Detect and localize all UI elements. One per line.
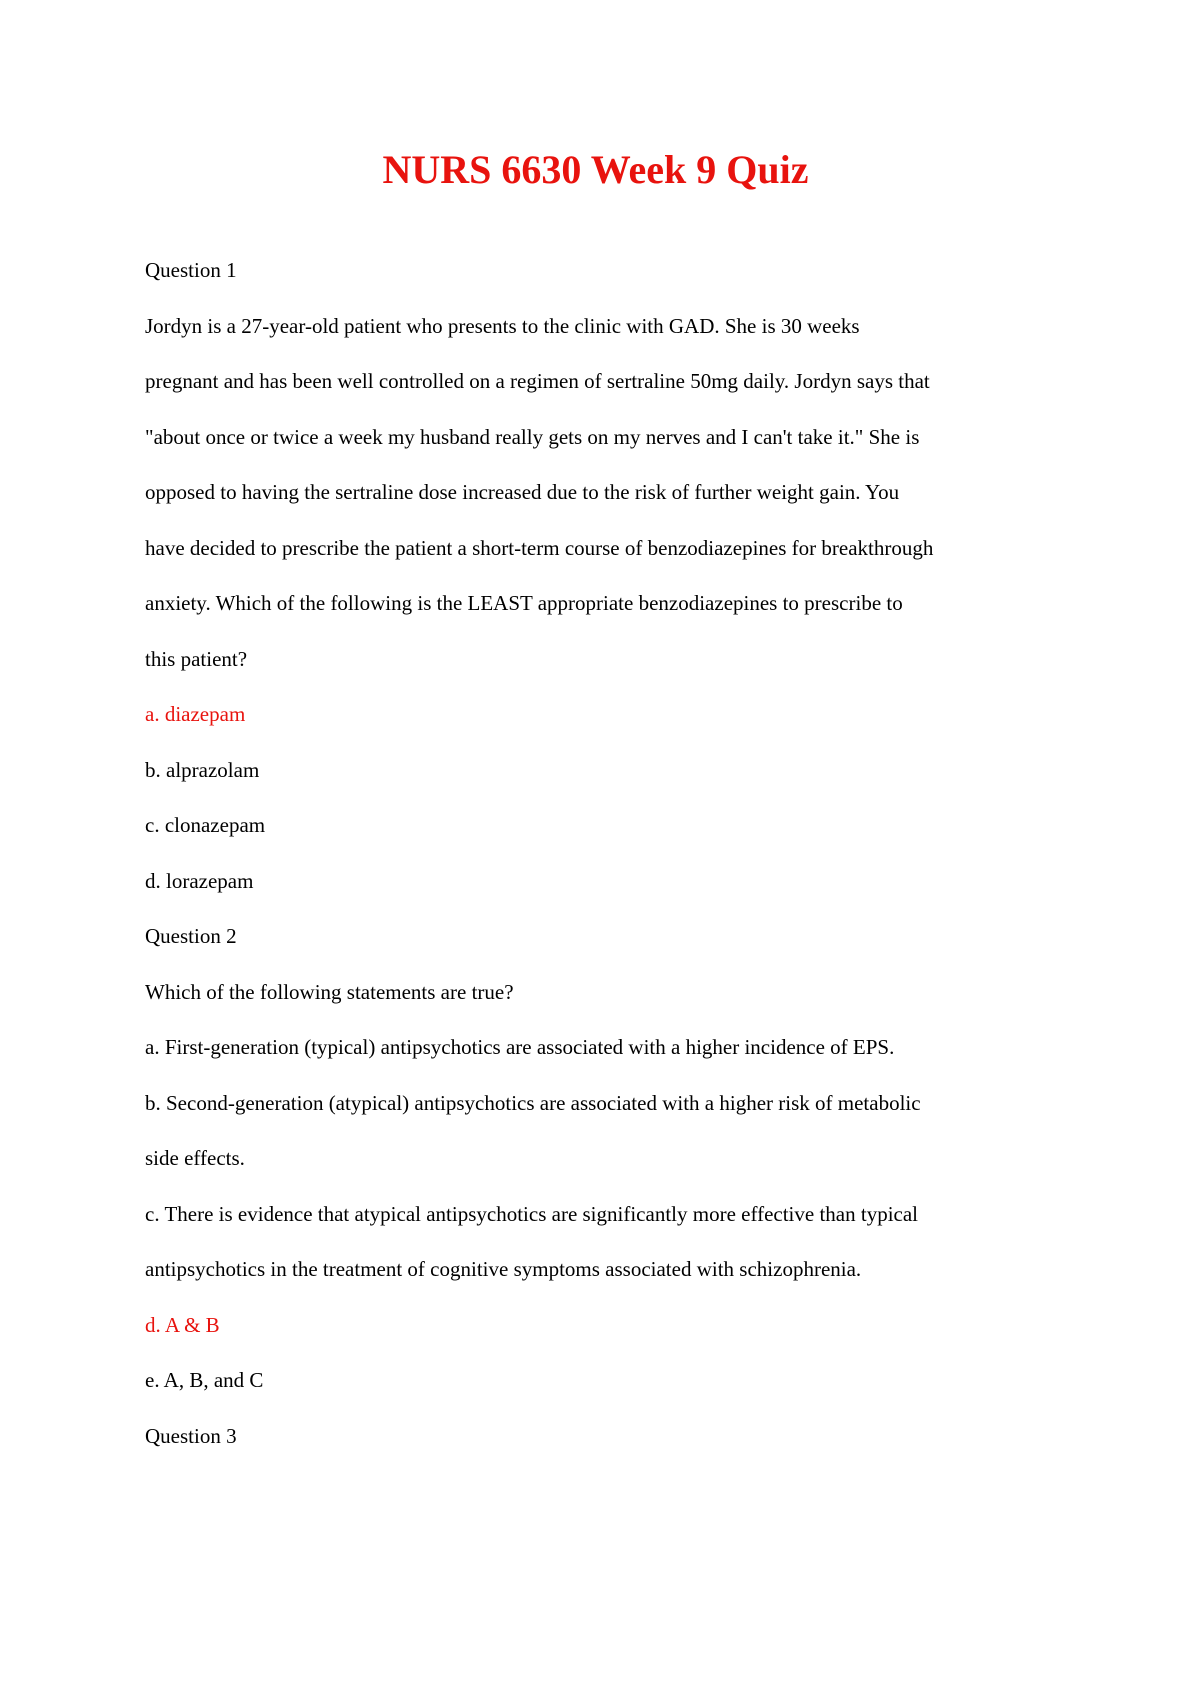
quiz-body xyxy=(145,243,1060,1464)
question-1-text-line: have decided to prescribe the patient a short-term course of benzodiazepines for breakthrough xyxy=(145,535,934,560)
question-2-statement: antipsychotics in the treatment of cognitive symptoms associated with schizophrenia. xyxy=(145,1257,862,1281)
question-1-text-line: anxiety. Which of the following is the LEAST appropriate benzodiazepines to prescribe to xyxy=(145,591,903,615)
question-1-option: d. lorazepam xyxy=(145,868,254,893)
question-1-text-line: "about once or twice a week my husband really gets on my nerves and I can't take it." She is xyxy=(145,424,920,449)
question-2-statement: a. First-generation (typical) antipsychotics are associated with a higher incidence of EPS. xyxy=(145,1035,895,1059)
question-2-heading: Question 2 xyxy=(145,924,237,948)
question-1-heading: Question 1 xyxy=(145,258,237,282)
question-1-text-line: opposed to having the sertraline dose increased due to the risk of further weight gain. You xyxy=(145,480,900,504)
question-2-statement: side effects. xyxy=(145,1146,245,1170)
question-2-option: e. A, B, and C xyxy=(145,1368,264,1392)
question-1-text-line: this patient? xyxy=(145,646,248,671)
question-3-heading: Question 3 xyxy=(145,1423,237,1448)
question-2-text-line: Which of the following statements are true? xyxy=(145,979,514,1004)
question-2-answer-correct: d. A & B xyxy=(145,1312,220,1337)
question-1-option: b. alprazolam xyxy=(145,757,260,782)
question-1-option: c. clonazepam xyxy=(145,813,266,837)
question-2-statement: b. Second-generation (atypical) antipsychotics are associated with a higher risk of metabolic xyxy=(145,1090,921,1115)
question-2-statement: c. There is evidence that atypical antipsychotics are significantly more effective than typical xyxy=(145,1201,919,1226)
question-1-text-line: Jordyn is a 27-year-old patient who presents to the clinic with GAD. She is 30 weeks xyxy=(145,313,860,338)
question-1-text-line: pregnant and has been well controlled on a regimen of sertraline 50mg daily. Jordyn says that xyxy=(145,369,930,393)
question-1-answer-correct: a. diazepam xyxy=(145,702,246,726)
page-title: NURS 6630 Week 9 Quiz xyxy=(382,147,809,192)
